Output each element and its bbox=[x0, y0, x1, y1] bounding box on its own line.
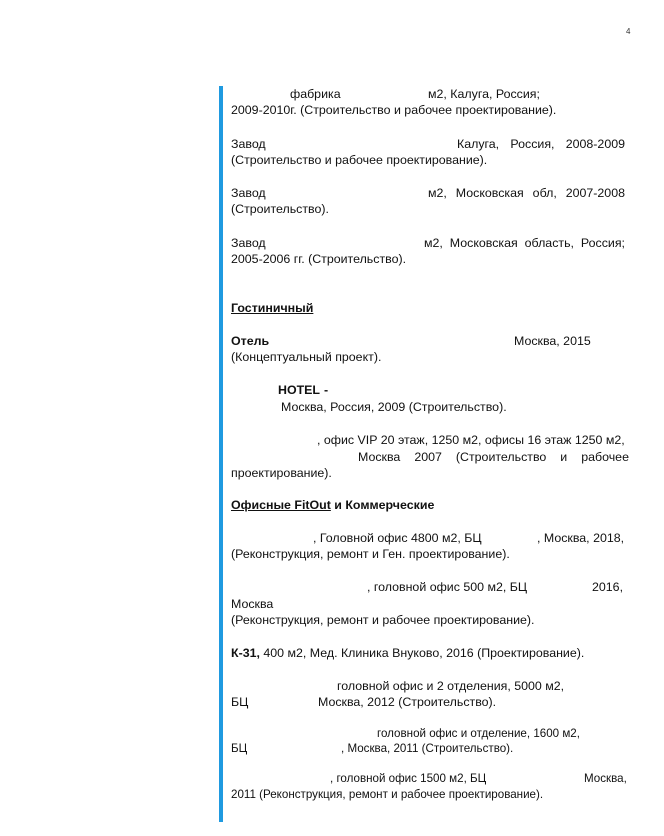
office-item-1-line-1b: , Москва, 2018, bbox=[537, 531, 625, 545]
hotel-2-dash: - bbox=[324, 383, 329, 397]
industrial-item-3-line-1-right: м2, Московская обл, 2007-2008 bbox=[428, 186, 625, 200]
office-item-4-line-2b: Москва, 2012 (Строительство). bbox=[318, 695, 497, 709]
office-item-2-line-2: Москва bbox=[231, 597, 274, 611]
office-item-5-line-2a: БЦ bbox=[231, 742, 248, 755]
hotel-2-title: HOTEL bbox=[278, 383, 320, 397]
office-vip-line-1: , офис VIP 20 этаж, 1250 м2, офисы 16 этаж 1250 м2, bbox=[317, 433, 625, 447]
industrial-item-4-line-2: 2005-2006 гг. (Строительство). bbox=[231, 252, 407, 266]
office-item-6-line-1a: , головной офис 1500 м2, БЦ bbox=[330, 772, 487, 785]
industrial-item-4-line-1-right: м2, Московская область, Россия; bbox=[424, 236, 625, 250]
office-item-2-line-3: (Реконструкция, ремонт и рабочее проектирование). bbox=[231, 613, 535, 627]
hotel-1-title: Отель bbox=[231, 334, 270, 348]
office-item-3: К-31, 400 м2, Мед. Клиника Внуково, 2016 (Проектирование). bbox=[231, 646, 585, 660]
office-item-4-line-2a: БЦ bbox=[231, 695, 249, 709]
office-item-1-line-1a: , Головной офис 4800 м2, БЦ bbox=[313, 531, 482, 545]
hotel-1-desc: (Концептуальный проект). bbox=[231, 350, 382, 364]
office-vip-line-2: Москва 2007 (Строительство и рабочее bbox=[358, 450, 629, 464]
industrial-item-1-line-2: 2009-2010г. (Строительство и рабочее проектирование). bbox=[231, 103, 557, 117]
hotel-2-desc: Москва, Россия, 2009 (Строительство). bbox=[281, 400, 507, 414]
industrial-item-4-line-1a: Завод bbox=[231, 236, 266, 250]
industrial-item-2-line-2: (Строительство и рабочее проектирование). bbox=[231, 153, 488, 167]
office-vip-line-3: проектирование). bbox=[231, 466, 332, 480]
left-accent-bar bbox=[219, 86, 223, 822]
office-item-2-line-1b: 2016, bbox=[592, 580, 624, 594]
industrial-item-3-line-2: (Строительство). bbox=[231, 202, 329, 216]
industrial-item-1-line-1b: м2, Калуга, Россия; bbox=[428, 87, 540, 101]
office-item-5-line-1: головной офис и отделение, 1600 м2, bbox=[377, 727, 580, 740]
industrial-item-2-line-1-right: Калуга, Россия, 2008-2009 bbox=[457, 137, 625, 151]
page-number: 4 bbox=[626, 27, 631, 36]
office-item-1-line-2: (Реконструкция, ремонт и Ген. проектирование). bbox=[231, 547, 510, 561]
industrial-item-3-line-1a: Завод bbox=[231, 186, 266, 200]
industrial-item-2-line-1a: Завод bbox=[231, 137, 266, 151]
office-item-2-line-1a: , головной офис 500 м2, БЦ bbox=[367, 580, 528, 594]
office-item-6-line-1b: Москва, bbox=[584, 772, 627, 785]
office-item-4-line-1: головной офис и 2 отделения, 5000 м2, bbox=[337, 679, 565, 693]
industrial-item-1-line-1a: фабрика bbox=[290, 87, 341, 101]
office-section-heading: Офисные FitOut и Коммерческие bbox=[231, 498, 435, 512]
hotel-1-location: Москва, 2015 bbox=[514, 334, 591, 348]
office-item-5-line-2b: , Москва, 2011 (Строительство). bbox=[341, 742, 514, 755]
hotel-section-heading: Гостиничный bbox=[231, 301, 314, 315]
office-item-6-line-2: 2011 (Реконструкция, ремонт и рабочее проектирование). bbox=[231, 788, 544, 801]
